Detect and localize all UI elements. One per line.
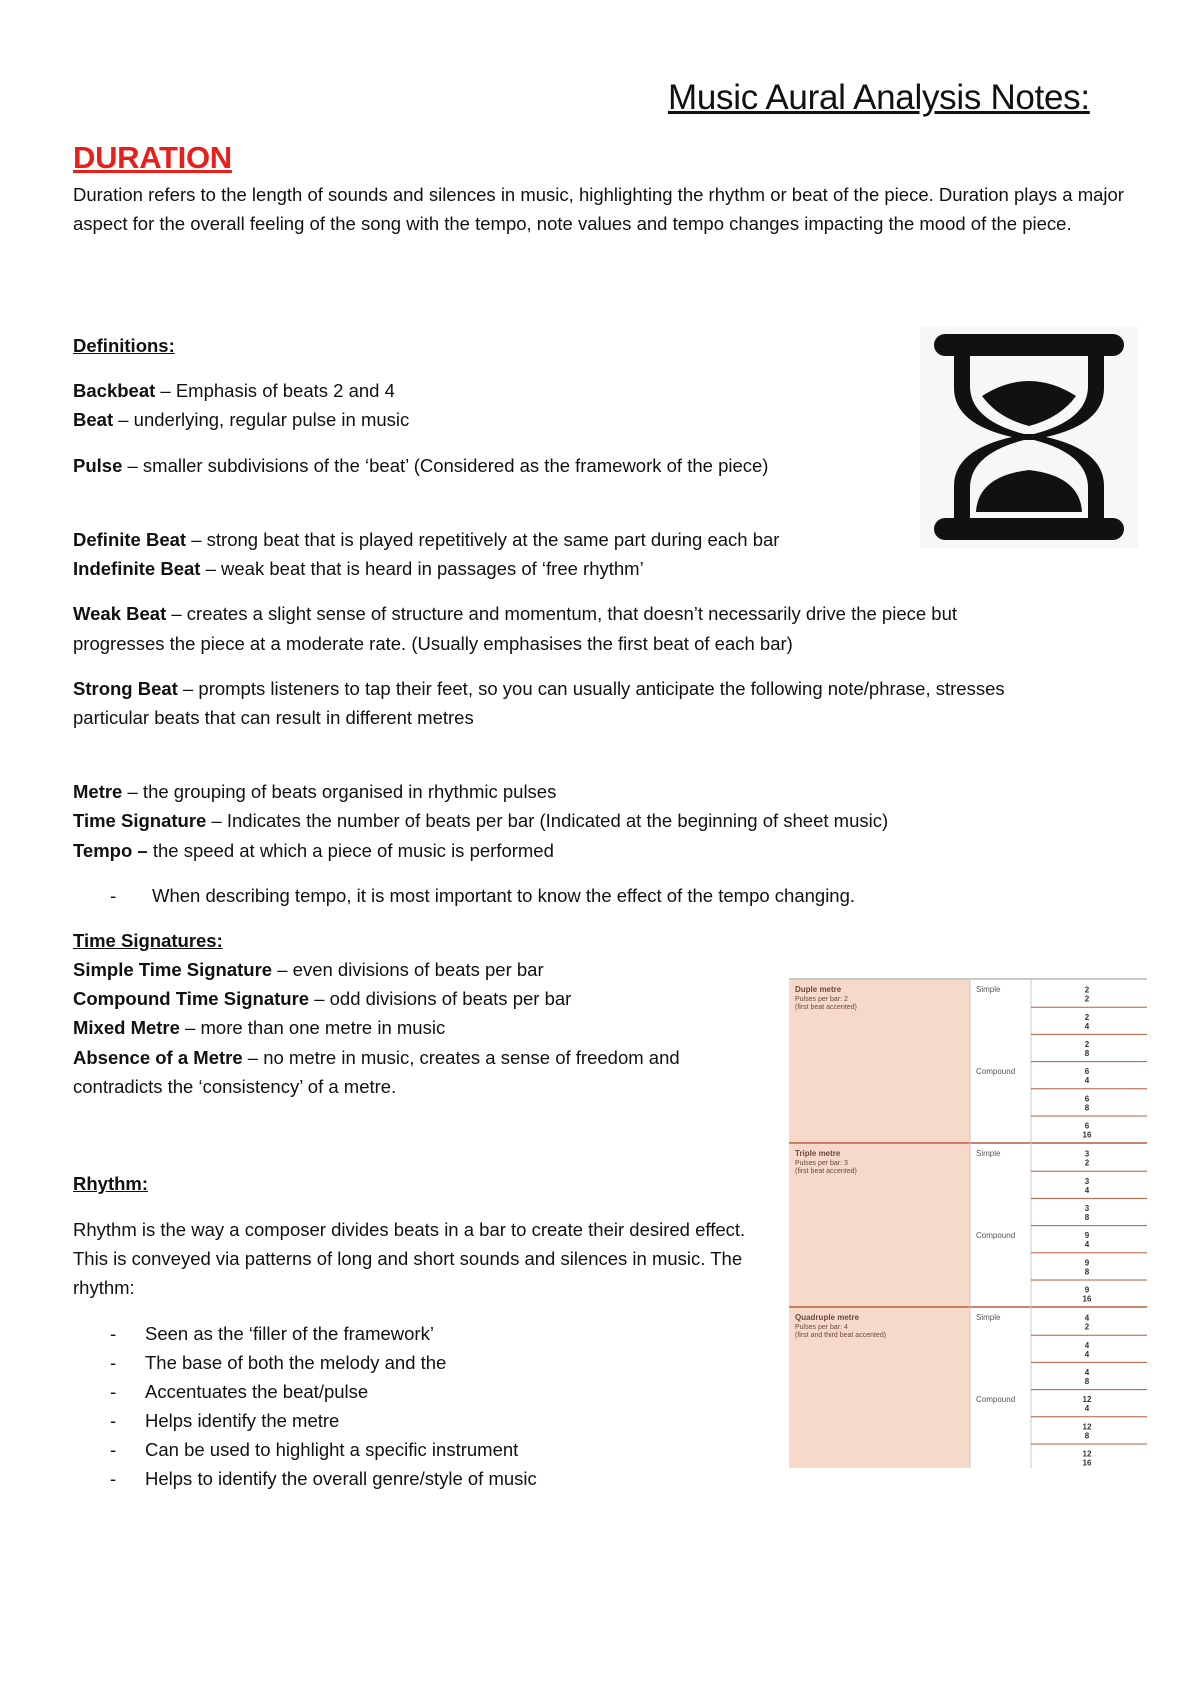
definition-item — [73, 451, 768, 480]
time-signature-desc: – no metre in music, creates a sense of freedom and — [242, 1047, 680, 1068]
definition-term: Definite Beat — [73, 529, 187, 550]
time-signature-numerator: 12 — [1082, 1449, 1092, 1459]
time-signature-denominator: 8 — [1084, 1267, 1090, 1277]
bullet-text: Can be used to highlight a specific instrument — [145, 1439, 519, 1460]
bullet-dash: - — [110, 1381, 117, 1402]
list-item — [110, 1406, 537, 1435]
definition-item — [73, 554, 644, 583]
definition-term: Metre — [73, 781, 123, 802]
time-signature-desc: – even divisions of beats per bar — [272, 959, 544, 980]
time-signature-numerator: 4 — [1084, 1368, 1090, 1377]
time-signature-denominator: 16 — [1082, 1130, 1092, 1140]
quadruple-metre-sub2: (first and third beat accented) — [795, 1332, 887, 1339]
definition-term: Indefinite Beat — [73, 558, 201, 579]
time-signature-numerator: 6 — [1084, 1094, 1090, 1104]
section-heading: DURATION — [73, 140, 232, 175]
time-signatures-heading: Time Signatures: — [73, 930, 223, 951]
list-item — [110, 1348, 537, 1377]
tempo-bullet — [110, 881, 855, 910]
time-signature-term: Simple Time Signature — [73, 959, 273, 980]
definition-item — [73, 525, 779, 554]
bullet-dash: - — [110, 1323, 117, 1344]
rhythm-paragraph: Rhythm is the way a composer divides beats in a bar to create their desired effect. This is conveyed via patterns of long and short sounds and silences in music. The rhythm: — [73, 1219, 746, 1298]
duple-metre-sub: Pulses per bar: 2 — [795, 996, 848, 1003]
time-signature-numerator: 9 — [1084, 1258, 1090, 1268]
time-signature-denominator: 4 — [1084, 1404, 1090, 1414]
time-signature-term: Mixed Metre — [73, 1017, 180, 1038]
definition-item — [73, 599, 957, 628]
time-signature-numerator: 2 — [1084, 1040, 1090, 1049]
time-signature-denominator: 2 — [1084, 1322, 1090, 1332]
time-signature-item — [73, 955, 544, 984]
definition-item — [73, 836, 554, 865]
quadruple-metre-label: Quadruple metre — [795, 1313, 860, 1322]
time-signature-denominator: 4 — [1084, 1240, 1090, 1250]
time-signature-denominator: 8 — [1084, 1377, 1090, 1386]
definition-desc: – strong beat that is played repetitively at the same part during each bar — [186, 529, 780, 550]
time-signature-denominator: 4 — [1084, 1021, 1090, 1031]
time-signature-item — [73, 984, 571, 1013]
time-signature-denominator: 8 — [1084, 1049, 1090, 1058]
triple-compound-label: Compound — [976, 1231, 1016, 1240]
definition-term: Weak Beat — [73, 603, 167, 624]
definition-item — [73, 777, 556, 806]
time-signature-numerator: 2 — [1084, 1012, 1090, 1022]
time-signature-numerator: 2 — [1084, 985, 1090, 995]
list-item — [110, 1464, 537, 1493]
definition-term: Time Signature — [73, 810, 207, 831]
time-signature-denominator: 16 — [1082, 1458, 1092, 1468]
time-signature-desc: – more than one metre in music — [179, 1017, 446, 1038]
bullet-dash: - — [110, 1352, 117, 1373]
time-signature-item — [73, 1013, 445, 1042]
triple-metre-sub2: (first beat accented) — [795, 1168, 857, 1175]
list-item — [110, 1319, 537, 1348]
time-signature-denominator: 4 — [1084, 1076, 1090, 1086]
definition-desc: – the grouping of beats organised in rhythmic pulses — [122, 781, 557, 802]
bullet-text: Helps to identify the overall genre/style of music — [145, 1468, 537, 1489]
definition-item — [73, 376, 395, 405]
time-signature-denominator: 4 — [1084, 1349, 1090, 1359]
time-signature-denominator: 4 — [1084, 1185, 1090, 1195]
time-signature-item — [73, 1043, 680, 1072]
duple-metre-sub2: (first beat accented) — [795, 1004, 857, 1011]
time-signature-numerator: 4 — [1084, 1340, 1090, 1350]
bullet-text: Seen as the ‘filler of the framework’ — [145, 1323, 434, 1344]
definition-term: Pulse — [73, 455, 123, 476]
time-signature-denominator: 8 — [1084, 1213, 1090, 1222]
duple-compound-label: Compound — [976, 1067, 1016, 1076]
definition-term: Beat — [73, 409, 114, 430]
definition-term: Tempo – — [73, 840, 148, 861]
time-signature-numerator: 12 — [1082, 1395, 1092, 1405]
rhythm-bullet-list — [110, 1319, 537, 1493]
hourglass-icon — [920, 326, 1138, 548]
bullet-dash: - — [110, 1439, 117, 1460]
time-signature-numerator: 6 — [1084, 1121, 1090, 1131]
definition-item — [73, 405, 409, 434]
quadruple-metre-sub: Pulses per bar: 4 — [795, 1324, 848, 1331]
time-signature-term: Compound Time Signature — [73, 988, 310, 1009]
bullet-text: Helps identify the metre — [145, 1410, 340, 1431]
time-signature-denominator: 8 — [1084, 1431, 1090, 1441]
rhythm-heading: Rhythm: — [73, 1173, 149, 1194]
intro-paragraph: Duration refers to the length of sounds and silences in music, highlighting the rhythm or beat of the piece. Duration plays a major aspect for the overall feeling of the song with the tempo, note values and tempo changes impacting the mood of the piece. — [73, 184, 1124, 234]
time-signature-numerator: 3 — [1084, 1149, 1090, 1159]
time-signature-denominator: 2 — [1084, 1158, 1090, 1168]
definition-desc: – Emphasis of beats 2 and 4 — [155, 380, 395, 401]
list-item — [110, 1377, 537, 1406]
definition-item — [73, 806, 888, 835]
bullet-text: When describing tempo, it is most important to know the effect of the tempo changing. — [152, 885, 856, 906]
time-signature-desc: – odd divisions of beats per bar — [309, 988, 572, 1009]
definition-term: Backbeat — [73, 380, 156, 401]
list-item — [110, 1435, 537, 1464]
bullet-dash: - — [110, 885, 117, 906]
time-signature-denominator: 8 — [1084, 1103, 1090, 1113]
definition-desc: – weak beat that is heard in passages of ‘free rhythm’ — [200, 558, 644, 579]
quadruple-simple-label: Simple — [976, 1313, 1001, 1322]
time-signature-numerator: 3 — [1084, 1176, 1090, 1186]
definition-desc: – prompts listeners to tap their feet, so you can usually anticipate the following note/phrase, stresses — [177, 678, 1005, 699]
bullet-text: Accentuates the beat/pulse — [145, 1381, 369, 1402]
time-signature-numerator: 4 — [1084, 1313, 1090, 1323]
definition-desc: – smaller subdivisions of the ‘beat’ (Considered as the framework of the piece) — [122, 455, 769, 476]
time-signature-numerator: 9 — [1084, 1285, 1090, 1295]
definition-item — [73, 674, 1005, 703]
page-title: Music Aural Analysis Notes: — [668, 78, 1090, 117]
duple-metre-label: Duple metre — [795, 985, 842, 994]
definition-desc: – underlying, regular pulse in music — [113, 409, 410, 430]
bullet-dash: - — [110, 1468, 117, 1489]
time-signature-numerator: 9 — [1084, 1231, 1090, 1241]
bullet-text: The base of both the melody and the — [145, 1352, 447, 1373]
metre-table — [789, 978, 1147, 1468]
definition-continuation: progresses the piece at a moderate rate. (Usually emphasises the first beat of each bar) — [73, 633, 793, 654]
time-signature-continuation: contradicts the ‘consistency’ of a metre. — [73, 1076, 397, 1097]
time-signature-numerator: 12 — [1082, 1422, 1092, 1432]
time-signature-denominator: 2 — [1084, 994, 1090, 1004]
time-signature-denominator: 16 — [1082, 1294, 1092, 1304]
definition-desc: – creates a slight sense of structure and momentum, that doesn’t necessarily drive the piece but — [166, 603, 958, 624]
time-signature-numerator: 6 — [1084, 1067, 1090, 1077]
definition-continuation: particular beats that can result in different metres — [73, 707, 474, 728]
time-signature-numerator: 3 — [1084, 1204, 1090, 1213]
triple-metre-sub: Pulses per bar: 3 — [795, 1160, 848, 1167]
definition-desc: the speed at which a piece of music is performed — [147, 840, 554, 861]
definitions-heading: Definitions: — [73, 335, 175, 356]
triple-simple-label: Simple — [976, 1149, 1001, 1158]
time-signature-term: Absence of a Metre — [73, 1047, 243, 1068]
duple-simple-label: Simple — [976, 985, 1001, 994]
quadruple-compound-label: Compound — [976, 1395, 1016, 1404]
triple-metre-label: Triple metre — [795, 1149, 841, 1158]
bullet-dash: - — [110, 1410, 117, 1431]
definition-term: Strong Beat — [73, 678, 178, 699]
definition-desc: – Indicates the number of beats per bar (Indicated at the beginning of sheet music) — [206, 810, 889, 831]
